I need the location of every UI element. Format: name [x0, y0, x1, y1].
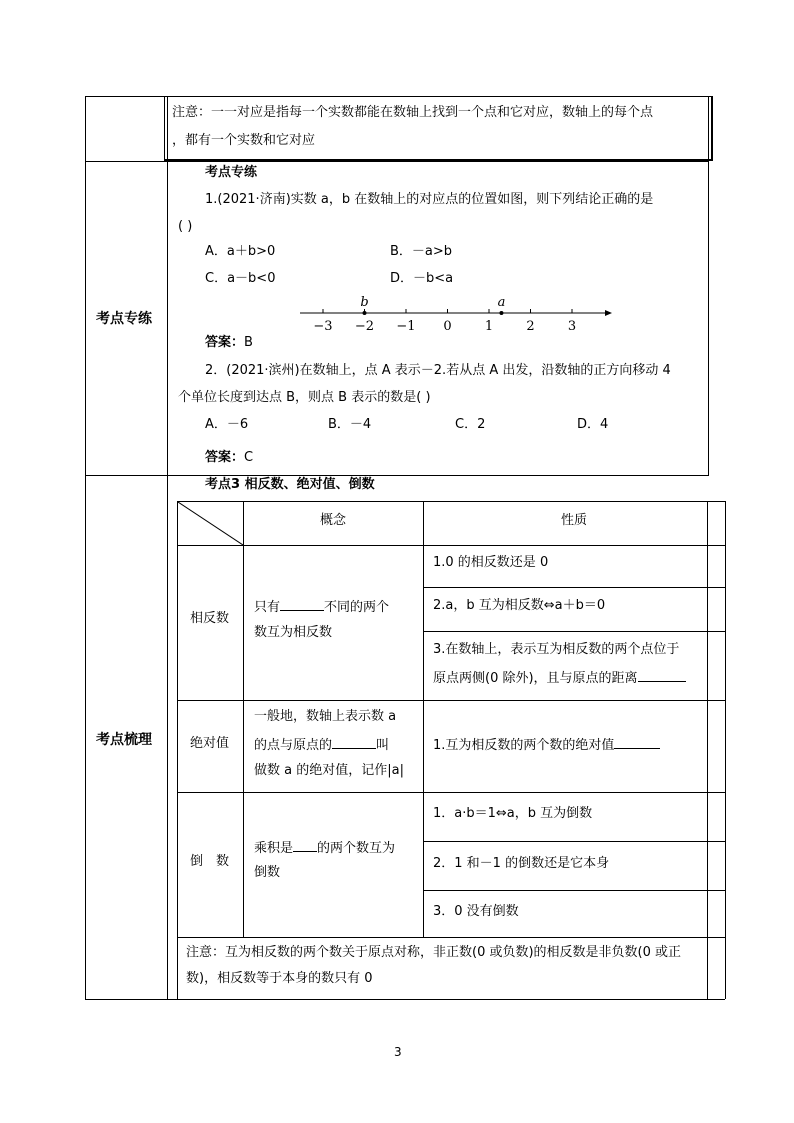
table-note-line1: 注意：互为相反数的两个数关于原点对称，非正数(0 或负数)的相反数是非负数(0 或正 [186, 945, 682, 960]
recip-prop-1: 1．a·b＝1⇔a，b 互为倒数 [433, 806, 593, 821]
q1-option-b: B．－a>b [390, 244, 453, 259]
q2-option-d: D．4 [577, 417, 609, 432]
review-heading: 考点3 相反数、绝对值、倒数 [205, 477, 375, 492]
q2-answer-value: C [244, 450, 254, 465]
q1-answer-value: B [244, 335, 253, 350]
row-name-opposite: 相反数 [190, 611, 230, 626]
tick-label: −2 [354, 319, 375, 334]
q2-line2: 个单位长度到达点 B，则点 B 表示的数是( ) [178, 390, 431, 405]
col-header-concept: 概念 [320, 513, 347, 528]
review-side-label: 考点梳理 [96, 732, 152, 748]
q1-option-d: D．－b<a [390, 271, 454, 286]
opposite-prop-2: 2.a，b 互为相反数⇔a＋b＝0 [433, 598, 606, 613]
q2-option-b: B．－4 [328, 417, 372, 432]
recip-prop-2: 2．1 和－1 的倒数还是它本身 [433, 856, 610, 871]
abs-concept-line3: 做数 a 的绝对值，记作|a| [254, 763, 404, 778]
point-b-dot [363, 311, 367, 315]
recip-concept-blank [293, 838, 317, 852]
abs-concept-blank [332, 735, 376, 749]
opposite-prop-1: 1.0 的相反数还是 0 [433, 555, 549, 570]
tick-label: 0 [443, 319, 452, 334]
practice-heading: 考点专练 [205, 165, 258, 180]
row-name-absolute: 绝对值 [190, 736, 230, 751]
practice-side-label: 考点专练 [96, 311, 152, 327]
q2-line1: 2．(2021·滨州)在数轴上，点 A 表示－2.若从点 A 出发，沿数轴的正方向移动 4 [205, 363, 671, 378]
abs-prop-blank [614, 735, 660, 749]
table-note-line2: 数)，相反数等于本身的数只有 0 [186, 971, 373, 986]
abs-prop-1-text: 1.互为相反数的两个数的绝对值 [433, 738, 615, 753]
abs-prop-1 [433, 735, 660, 755]
q2-answer [205, 449, 253, 467]
opposite-concept-post: 不同的两个 [324, 600, 390, 615]
opposite-prop-3b [433, 668, 686, 688]
opposite-prop-3: 3.在数轴上，表示互为相反数的两个点位于 [433, 642, 680, 657]
q1-line2: ( ) [178, 219, 193, 234]
point-b-label: b [360, 295, 369, 310]
abs-concept-line2-post: 叫 [376, 738, 390, 753]
opposite-concept-line1 [254, 597, 389, 617]
abs-concept-line2 [254, 735, 389, 755]
recip-concept-line2: 倒数 [254, 865, 281, 880]
q1-option-c: C．a－b<0 [205, 271, 276, 286]
point-a-label: a [497, 295, 506, 310]
recip-concept-post: 的两个数互为 [317, 841, 396, 856]
tick-label: −1 [396, 319, 416, 334]
opposite-prop-3b-text: 原点两侧(0 除外)，且与原点的距离 [433, 671, 638, 686]
opposite-concept-blank [280, 597, 324, 611]
q1-answer-label: 答案： [205, 335, 245, 350]
opposite-prop-blank [638, 668, 686, 682]
tick-label: 2 [526, 319, 535, 334]
q1-line1: 1.(2021·济南)实数 a，b 在数轴上的对应点的位置如图，则下列结论正确的是 [205, 192, 654, 207]
q2-option-a: A．－6 [205, 417, 249, 432]
recip-prop-3: 3．0 没有倒数 [433, 904, 519, 919]
number-line-arrow [605, 310, 612, 316]
q1-answer [205, 334, 253, 352]
number-line-figure [295, 292, 615, 336]
abs-concept-line1: 一般地，数轴上表示数 a [254, 709, 397, 724]
tick-label: 3 [567, 319, 577, 334]
abs-concept-line2-pre: 的点与原点的 [254, 738, 333, 753]
opposite-concept-line2: 数互为相反数 [254, 625, 333, 640]
q2-answer-label: 答案： [205, 450, 245, 465]
point-a-dot [499, 311, 503, 315]
row-name-reciprocal: 倒 数 [190, 854, 230, 869]
opposite-concept-pre: 只有 [254, 600, 281, 615]
tick-label: −3 [313, 319, 333, 334]
page-number: 3 [394, 1045, 402, 1059]
recip-concept-pre: 乘积是 [254, 841, 294, 856]
q2-option-c: C．2 [455, 417, 486, 432]
top-note-line1: 注意：一一对应是指每一个实数都能在数轴上找到一个点和它对应，数轴上的每个点 [172, 105, 654, 120]
recip-concept-line1 [254, 838, 395, 858]
top-note-line2: ，都有一个实数和它对应 [172, 133, 316, 148]
header-diagonal [178, 502, 243, 545]
tick-label: 1 [484, 319, 494, 334]
q1-option-a: A．a＋b>0 [205, 244, 276, 259]
col-header-property: 性质 [561, 513, 588, 528]
